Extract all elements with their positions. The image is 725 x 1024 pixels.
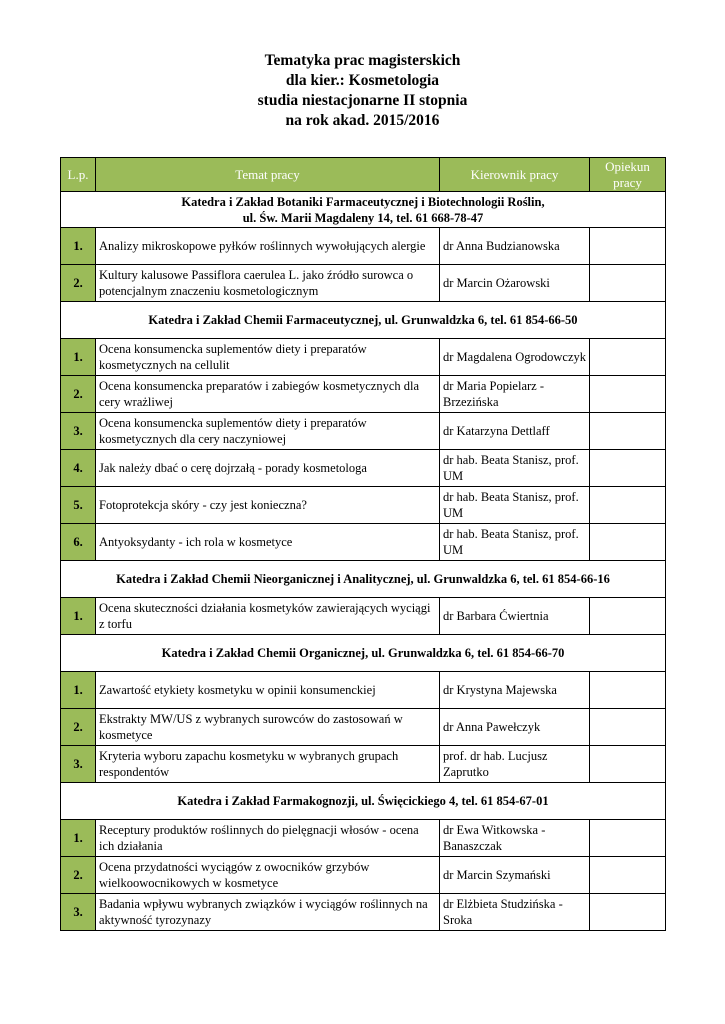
table-row (61, 598, 666, 635)
table-body (61, 192, 666, 931)
tutor-cell (590, 672, 666, 709)
tutor-cell (590, 265, 666, 302)
table-row (61, 413, 666, 450)
column-header-topic: Temat pracy (96, 158, 440, 192)
table-row (61, 450, 666, 487)
department-header-line: ul. Św. Marii Magdaleny 14, tel. 61 668-78-47 (242, 210, 484, 225)
table-row (61, 265, 666, 302)
topic-cell: Jak należy dbać o cerę dojrzałą - porady kosmetologa (96, 450, 440, 487)
tutor-cell (590, 894, 666, 931)
lp-cell: 2. (61, 265, 96, 302)
supervisor-cell: dr Magdalena Ogrodowczyk (440, 339, 590, 376)
supervisor-cell: dr Marcin Ożarowski (440, 265, 590, 302)
table-row (61, 894, 666, 931)
lp-cell: 1. (61, 672, 96, 709)
section-header-row (61, 635, 666, 672)
topic-cell: Antyoksydanty - ich rola w kosmetyce (96, 524, 440, 561)
tutor-cell (590, 413, 666, 450)
table-row (61, 709, 666, 746)
lp-cell: 6. (61, 524, 96, 561)
section-header-row (61, 561, 666, 598)
topic-cell: Fotoprotekcja skóry - czy jest konieczna? (96, 487, 440, 524)
department-header (61, 561, 666, 598)
lp-cell: 3. (61, 894, 96, 931)
table-row (61, 339, 666, 376)
tutor-cell (590, 709, 666, 746)
topic-cell: Ocena konsumencka suplementów diety i preparatów kosmetycznych dla cery naczyniowej (96, 413, 440, 450)
section-header-row (61, 302, 666, 339)
tutor-cell (590, 598, 666, 635)
topic-cell: Zawartość etykiety kosmetyku w opinii konsumenckiej (96, 672, 440, 709)
department-header-line: Katedra i Zakład Farmakognozji, ul. Święcickiego 4, tel. 61 854-67-01 (177, 794, 549, 808)
topic-cell: Ocena konsumencka preparatów i zabiegów kosmetycznych dla cery wrażliwej (96, 376, 440, 413)
department-header (61, 302, 666, 339)
department-header-line: Katedra i Zakład Botaniki Farmaceutycznej i Biotechnologii Roślin, (181, 194, 545, 209)
table-row (61, 376, 666, 413)
lp-cell: 5. (61, 487, 96, 524)
topics-table (60, 157, 666, 931)
department-header (61, 783, 666, 820)
lp-cell: 2. (61, 709, 96, 746)
topic-cell: Analizy mikroskopowe pyłków roślinnych wywołujących alergie (96, 228, 440, 265)
title-line: studia niestacjonarne II stopnia (257, 92, 468, 109)
lp-cell: 3. (61, 746, 96, 783)
supervisor-cell: dr Marcin Szymański (440, 857, 590, 894)
tutor-cell (590, 857, 666, 894)
department-header-line: Katedra i Zakład Chemii Organicznej, ul. Grunwaldzka 6, tel. 61 854-66-70 (161, 646, 565, 660)
tutor-cell (590, 228, 666, 265)
lp-cell: 3. (61, 413, 96, 450)
tutor-cell (590, 820, 666, 857)
topic-cell: Ocena konsumencka suplementów diety i preparatów kosmetycznych na cellulit (96, 339, 440, 376)
tutor-cell (590, 339, 666, 376)
supervisor-cell: dr hab. Beata Stanisz, prof. UM (440, 524, 590, 561)
title-line: na rok akad. 2015/2016 (285, 112, 440, 129)
department-header-line: Katedra i Zakład Chemii Nieorganicznej i Analitycznej, ul. Grunwaldzka 6, tel. 61 854-66-16 (116, 572, 610, 586)
table-row (61, 857, 666, 894)
topic-cell: Kultury kalusowe Passiflora caerulea L. jako źródło surowca o potencjalnym znaczeniu kosmetologicznym (96, 265, 440, 302)
table-row (61, 820, 666, 857)
supervisor-cell: dr Katarzyna Dettlaff (440, 413, 590, 450)
tutor-cell (590, 524, 666, 561)
lp-cell: 1. (61, 820, 96, 857)
tutor-cell (590, 746, 666, 783)
supervisor-cell: dr hab. Beata Stanisz, prof. UM (440, 450, 590, 487)
lp-cell: 2. (61, 857, 96, 894)
lp-cell: 2. (61, 376, 96, 413)
supervisor-cell: dr Anna Budzianowska (440, 228, 590, 265)
tutor-cell (590, 487, 666, 524)
department-header (61, 635, 666, 672)
document-title (0, 51, 725, 131)
department-header (61, 192, 666, 228)
table-row (61, 746, 666, 783)
lp-cell: 1. (61, 598, 96, 635)
table-row (61, 228, 666, 265)
table-row (61, 672, 666, 709)
department-header-line: Katedra i Zakład Chemii Farmaceutycznej, ul. Grunwaldzka 6, tel. 61 854-66-50 (148, 313, 578, 327)
supervisor-cell: dr Krystyna Majewska (440, 672, 590, 709)
section-header-row (61, 192, 666, 228)
lp-cell: 4. (61, 450, 96, 487)
column-header-tutor: Opiekun pracy (590, 158, 666, 192)
topic-cell: Kryteria wyboru zapachu kosmetyku w wybranych grupach respondentów (96, 746, 440, 783)
supervisor-cell: dr Elżbieta Studzińska - Sroka (440, 894, 590, 931)
supervisor-cell: dr Maria Popielarz - Brzezińska (440, 376, 590, 413)
topic-cell: Ocena skuteczności działania kosmetyków zawierających wyciągi z torfu (96, 598, 440, 635)
supervisor-cell: prof. dr hab. Lucjusz Zaprutko (440, 746, 590, 783)
tutor-cell (590, 376, 666, 413)
table-header-row (61, 158, 666, 192)
supervisor-cell: dr Barbara Ćwiertnia (440, 598, 590, 635)
column-header-supervisor: Kierownik pracy (440, 158, 590, 192)
column-header-lp: L.p. (61, 158, 96, 192)
supervisor-cell: dr hab. Beata Stanisz, prof. UM (440, 487, 590, 524)
table-row (61, 524, 666, 561)
title-line: Tematyka prac magisterskich (264, 52, 461, 69)
tutor-cell (590, 450, 666, 487)
table-row (61, 487, 666, 524)
topic-cell: Receptury produktów roślinnych do pielęgnacji włosów - ocena ich działania (96, 820, 440, 857)
supervisor-cell: dr Ewa Witkowska - Banaszczak (440, 820, 590, 857)
lp-cell: 1. (61, 339, 96, 376)
lp-cell: 1. (61, 228, 96, 265)
title-line: dla kier.: Kosmetologia (285, 72, 440, 89)
section-header-row (61, 783, 666, 820)
topic-cell: Ocena przydatności wyciągów z owocników grzybów wielkoowocnikowych w kosmetyce (96, 857, 440, 894)
topic-cell: Ekstrakty MW/US z wybranych surowców do zastosowań w kosmetyce (96, 709, 440, 746)
supervisor-cell: dr Anna Pawełczyk (440, 709, 590, 746)
topic-cell: Badania wpływu wybranych związków i wyciągów roślinnych na aktywność tyrozynazy (96, 894, 440, 931)
